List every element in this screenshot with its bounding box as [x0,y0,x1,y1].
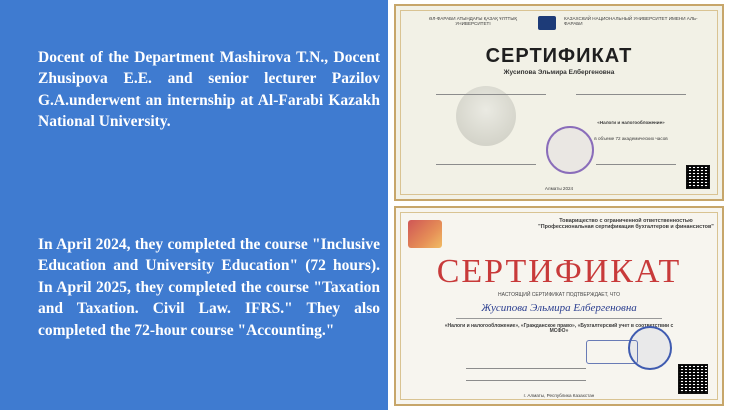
cert1-city-year: Алматы 2024 [544,185,574,191]
cert1-line [436,94,546,95]
cert1-hours: в объеме 72 академических часов [594,136,668,141]
cert1-signature-line [596,164,676,165]
cert2-course: «Налоги и налогообложение», «Гражданское право», «Бухгалтерский учет в соответствии с МСФО» [444,323,674,335]
internship-paragraph: Docent of the Department Mashirova T.N., Docent Zhusipova E.E. and senior lecturer Pazilov G.A.underwent an internship at Al-Farabi Kazakh National University. [38,48,380,130]
organization-seal-icon [628,326,672,370]
cert2-signature-line [466,368,586,369]
cert1-recipient: Жусипова Эльмира Елбергеновна [503,69,615,76]
cert1-line [576,94,686,95]
cert2-title: СЕРТИФИКАТ [436,253,682,290]
panel-divider [388,0,390,410]
courses-paragraph: In April 2024, they completed the course "Inclusive Education and University Education" (72 hours). In April 2025, they completed the course "Taxation and Taxation. Civil Law. IFRS." They also completed the 72-hour course "Accounting." [38,235,380,339]
university-seal-icon [546,126,594,174]
certificate-image-accounting [394,206,724,406]
kaznu-logo-icon [538,16,556,30]
cert1-header-right: КАЗАХСКИЙ НАЦИОНАЛЬНЫЙ УНИВЕРСИТЕТ ИМЕНИ АЛЬ-ФАРАБИ [564,16,698,27]
cert2-city: г. Алматы, Республика Казахстан [523,392,595,398]
cert2-subtitle: НАСТОЯЩИЙ СЕРТИФИКАТ ПОДТВЕРЖДАЕТ, ЧТО [498,292,620,298]
cert1-header-left: ӘЛ-ФАРАБИ АТЫНДАҒЫ ҚАЗАҚ ҰЛТТЫҚ УНИВЕРСИТЕТІ [428,16,518,27]
organization-logo-icon [408,220,442,248]
qr-code-icon [686,165,710,189]
cert2-handwritten-name: Жусипова Эльмира Елбергеновна [456,302,662,319]
cert2-organization: Товарищество с ограниченной ответственностью "Профессиональная сертификация бухгалтеров и финансистов" [538,218,714,231]
building-watermark [456,86,516,146]
cert1-course: «Налоги и налогообложение» [597,120,665,125]
certificate-image-kaznu [394,4,724,201]
qr-code-icon [678,364,708,394]
cert2-date-line [466,380,586,381]
cert1-signature-line [436,164,536,165]
cert1-title: СЕРТИФИКАТ [485,45,633,67]
